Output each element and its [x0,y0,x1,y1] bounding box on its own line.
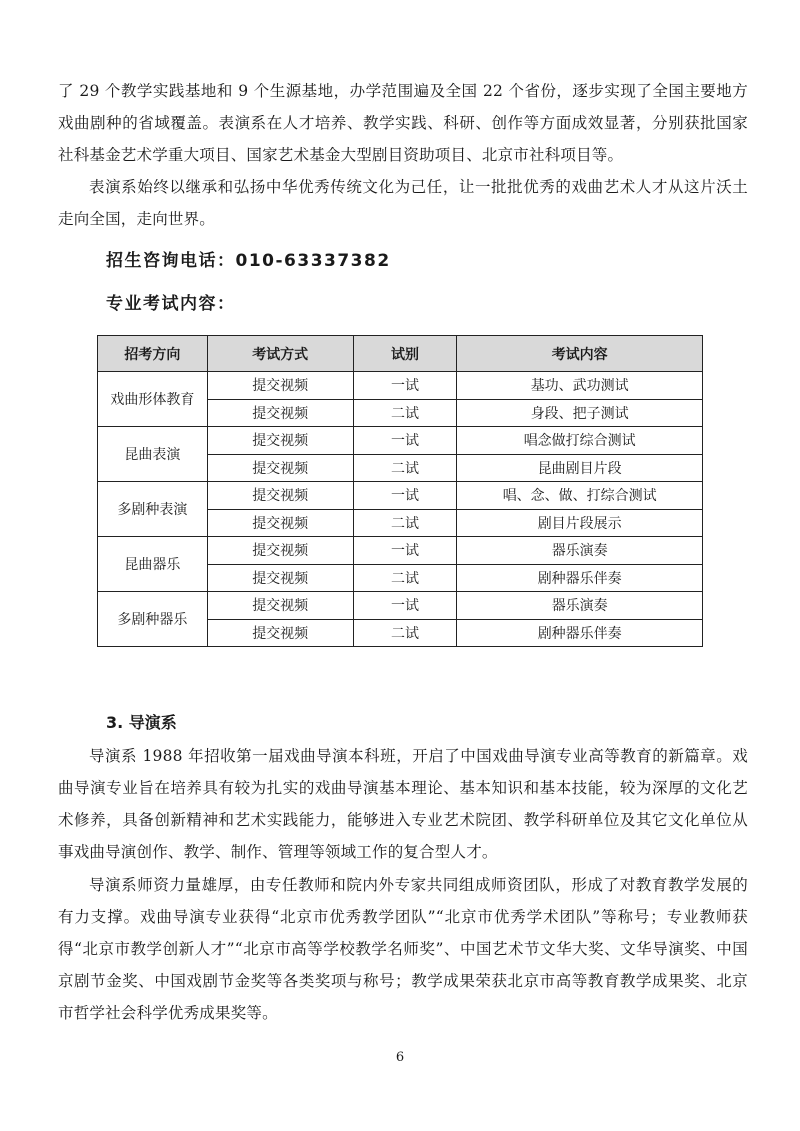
direction-cell: 戏曲形体教育 [98,372,208,427]
round-cell: 二试 [353,619,457,647]
content-cell: 唱念做打综合测试 [457,427,703,455]
header-method: 考试方式 [207,336,353,372]
round-cell: 一试 [353,592,457,620]
method-cell: 提交视频 [207,509,353,537]
table-row [98,372,703,400]
method-cell: 提交视频 [207,564,353,592]
consult-line [106,246,391,271]
content-cell: 剧种器乐伴奏 [457,564,703,592]
exam-table [97,335,703,647]
consult-phone: 010-63337382 [235,251,391,271]
header-direction: 招考方向 [98,336,208,372]
page-number: 6 [395,1050,405,1065]
content-cell: 器乐演奏 [457,537,703,565]
exam-heading: 专业考试内容： [106,294,236,314]
method-cell: 提交视频 [207,592,353,620]
table-row [98,482,703,510]
table-row [98,427,703,455]
consult-label: 招生咨询电话： [106,251,236,271]
method-cell: 提交视频 [207,454,353,482]
direction-cell: 昆曲表演 [98,427,208,482]
method-cell: 提交视频 [207,619,353,647]
round-cell: 一试 [353,372,457,400]
content-cell: 唱、念、做、打综合测试 [457,482,703,510]
round-cell: 二试 [353,454,457,482]
header-content: 考试内容 [457,336,703,372]
content-cell: 身段、把子测试 [457,399,703,427]
round-cell: 一试 [353,537,457,565]
intro-paragraph-2: 表演系始终以继承和弘扬中华优秀传统文化为己任，让一批批优秀的戏曲艺术人才从这片沃土走向全国，走向世界。 [58,178,748,228]
intro-paragraph-1: 了 29 个教学实践基地和 9 个生源基地，办学范围遍及全国 22 个省份，逐步实现了全国主要地方戏曲剧种的省域覆盖。表演系在人才培养、教学实践、科研、创作等方面成效显著，分别获批国家社科基金艺术学重大项目、国家艺术基金大型剧目资助项目、北京市社科项目等。 [58,82,748,164]
content-cell: 基功、武功测试 [457,372,703,400]
round-cell: 一试 [353,482,457,510]
round-cell: 二试 [353,509,457,537]
method-cell: 提交视频 [207,537,353,565]
section-3-paragraph-1: 导演系 1988 年招收第一届戏曲导演本科班，开启了中国戏曲导演专业高等教育的新篇章。戏曲导演专业旨在培养具有较为扎实的戏曲导演基本理论、基本知识和基本技能，较为深厚的文化艺术修养，具备创新精神和艺术实践能力，能够进入专业艺术院团、教学科研单位及其它文化单位从事戏曲导演创作、教学、制作、管理等领域工作的复合型人才。 [58,747,748,861]
direction-cell: 多剧种表演 [98,482,208,537]
round-cell: 二试 [353,399,457,427]
section-3-title: 3. 导演系 [106,713,177,732]
direction-cell: 多剧种器乐 [98,592,208,647]
round-cell: 二试 [353,564,457,592]
method-cell: 提交视频 [207,482,353,510]
direction-cell: 昆曲器乐 [98,537,208,592]
method-cell: 提交视频 [207,399,353,427]
content-cell: 昆曲剧目片段 [457,454,703,482]
content-cell: 剧目片段展示 [457,509,703,537]
content-cell: 剧种器乐伴奏 [457,619,703,647]
method-cell: 提交视频 [207,427,353,455]
table-row [98,537,703,565]
section-3-paragraph-2: 导演系师资力量雄厚，由专任教师和院内外专家共同组成师资团队，形成了对教育教学发展的有力支撑。戏曲导演专业获得“北京市优秀教学团队”“北京市优秀学术团队”等称号；专业教师获得“北京市教学创新人才”“北京市高等学校教学名师奖”、中国艺术节文华大奖、文华导演奖、中国京剧节金奖、中国戏剧节金奖等各类奖项与称号；教学成果荣获北京市高等教育教学成果奖、北京市哲学社会科学优秀成果奖等。 [58,876,748,1022]
method-cell: 提交视频 [207,372,353,400]
table-row [98,592,703,620]
table-header-row [98,336,703,372]
header-round: 试别 [353,336,457,372]
content-cell: 器乐演奏 [457,592,703,620]
round-cell: 一试 [353,427,457,455]
